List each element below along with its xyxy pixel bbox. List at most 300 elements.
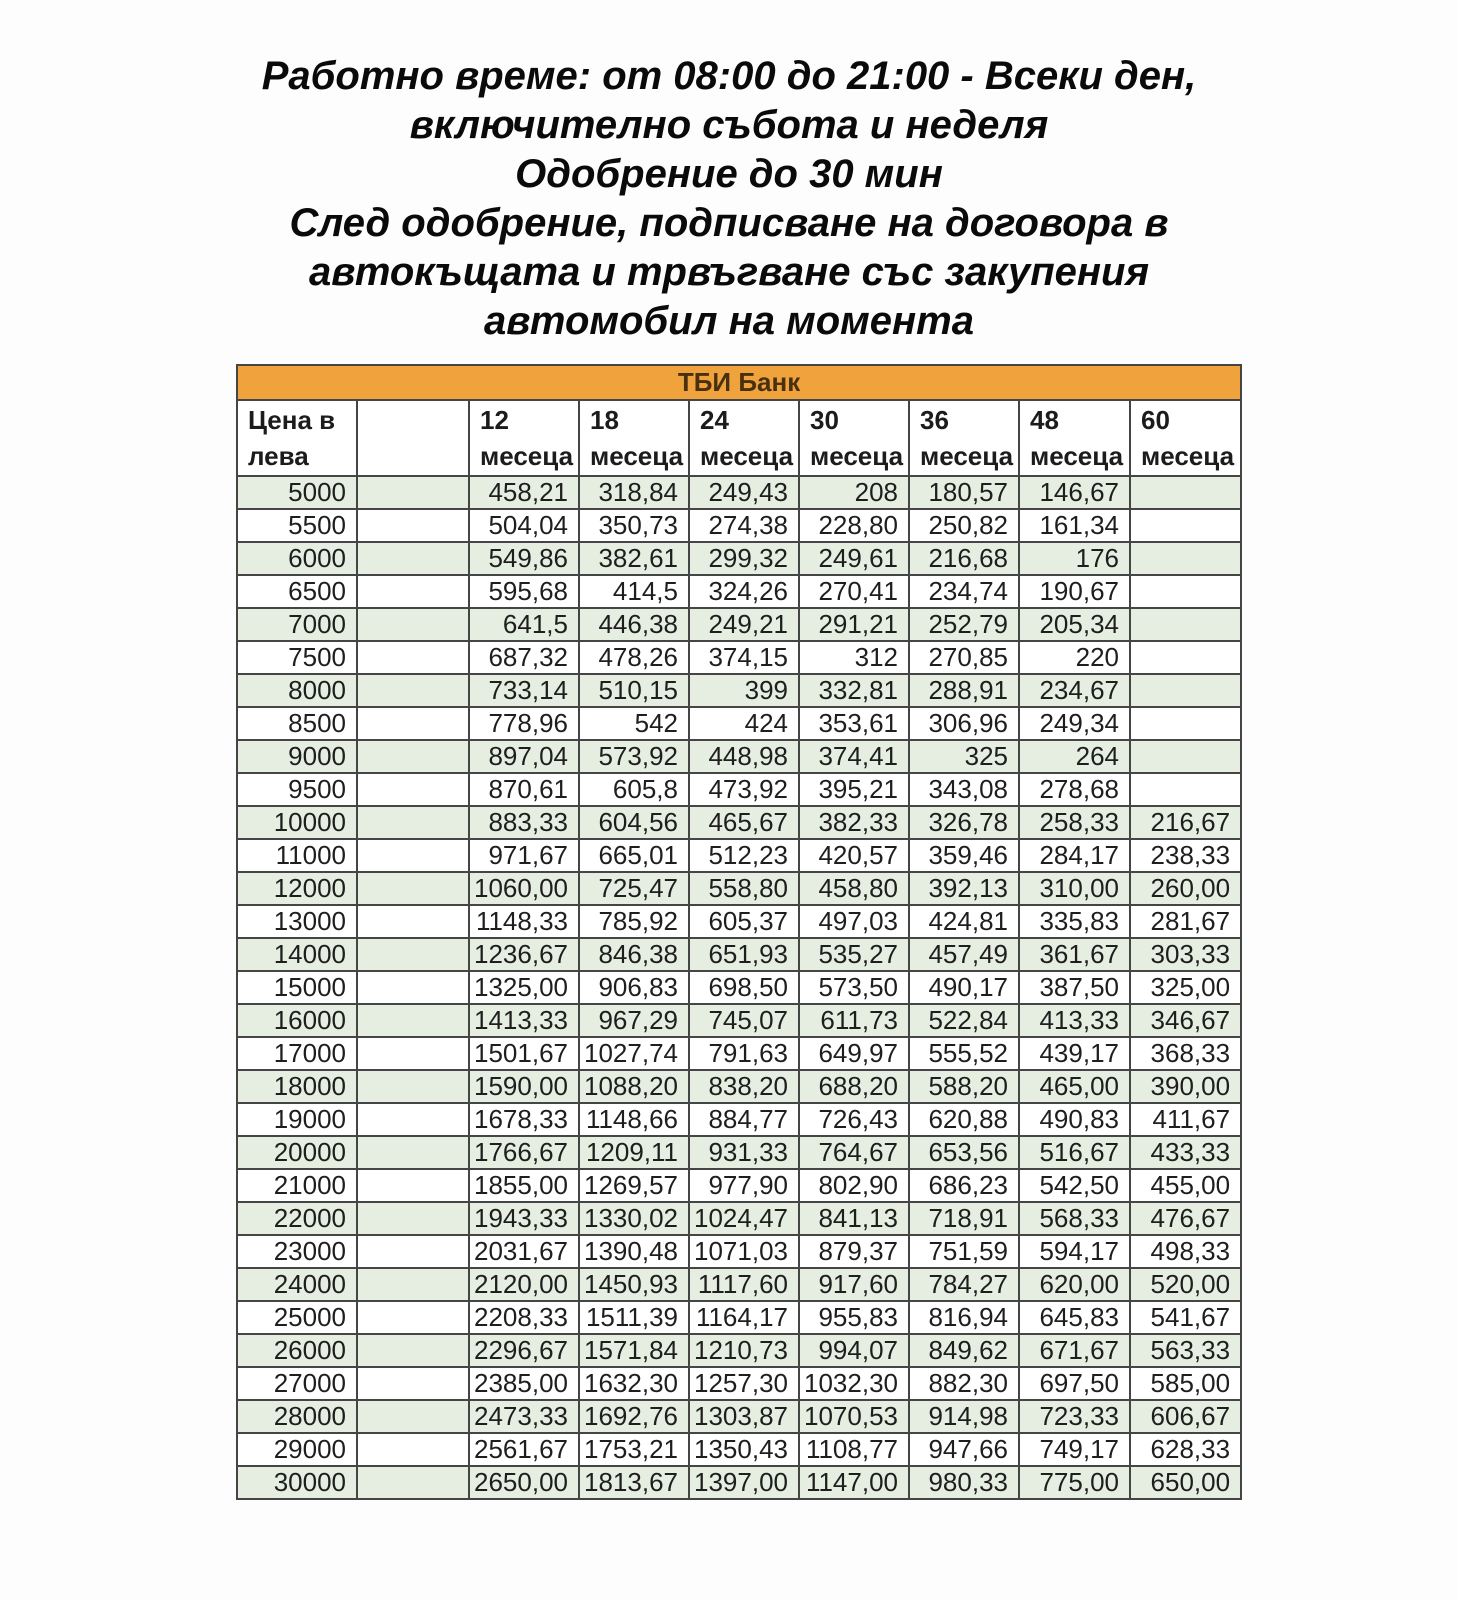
empty-cell <box>357 839 469 872</box>
payment-cell: 250,82 <box>909 509 1019 542</box>
column-header-line: месеца <box>590 441 684 471</box>
payment-cell: 568,33 <box>1019 1202 1130 1235</box>
payment-cell: 260,00 <box>1130 872 1241 905</box>
payment-cell: 1501,67 <box>469 1037 579 1070</box>
payment-cell: 1236,67 <box>469 938 579 971</box>
payment-cell: 870,61 <box>469 773 579 806</box>
price-cell: 26000 <box>237 1334 357 1367</box>
price-cell: 18000 <box>237 1070 357 1103</box>
payment-cell: 1325,00 <box>469 971 579 1004</box>
payment-cell: 455,00 <box>1130 1169 1241 1202</box>
column-header-row <box>237 400 1241 476</box>
price-cell: 13000 <box>237 905 357 938</box>
payment-cell: 1413,33 <box>469 1004 579 1037</box>
payment-cell: 1148,33 <box>469 905 579 938</box>
payment-cell: 497,03 <box>799 905 909 938</box>
payment-cell: 433,33 <box>1130 1136 1241 1169</box>
payment-cell: 2296,67 <box>469 1334 579 1367</box>
payment-cell: 726,43 <box>799 1103 909 1136</box>
payment-cell: 299,32 <box>689 542 799 575</box>
table-row <box>237 608 1241 641</box>
table-row <box>237 1103 1241 1136</box>
payment-cell: 1330,02 <box>579 1202 689 1235</box>
column-header-line: месеца <box>480 441 574 471</box>
payment-cell: 190,67 <box>1019 575 1130 608</box>
payment-cell: 2650,00 <box>469 1466 579 1499</box>
payment-cell: 2385,00 <box>469 1367 579 1400</box>
payment-cell: 688,20 <box>799 1070 909 1103</box>
payment-cell: 764,67 <box>799 1136 909 1169</box>
title-line: автокъщата и трвъгване със закупения <box>308 250 1150 294</box>
payment-cell: 498,33 <box>1130 1235 1241 1268</box>
payment-cell: 234,74 <box>909 575 1019 608</box>
title-line: автомобил на момента <box>484 299 974 343</box>
price-cell: 7500 <box>237 641 357 674</box>
column-header-line: 36 <box>920 405 949 435</box>
payment-cell: 1269,57 <box>579 1169 689 1202</box>
empty-cell <box>357 1400 469 1433</box>
empty-cell <box>357 1004 469 1037</box>
payment-cell: 359,46 <box>909 839 1019 872</box>
payment-cell: 1032,30 <box>799 1367 909 1400</box>
payment-cell: 458,21 <box>469 476 579 509</box>
price-cell: 10000 <box>237 806 357 839</box>
payment-cell: 686,23 <box>909 1169 1019 1202</box>
payment-cell: 883,33 <box>469 806 579 839</box>
table-row <box>237 1235 1241 1268</box>
payment-cell: 1397,00 <box>689 1466 799 1499</box>
payment-cell: 1024,47 <box>689 1202 799 1235</box>
price-cell: 16000 <box>237 1004 357 1037</box>
payment-cell: 2031,67 <box>469 1235 579 1268</box>
payment-cell: 791,63 <box>689 1037 799 1070</box>
payment-cell: 906,83 <box>579 971 689 1004</box>
payment-cell: 264 <box>1019 740 1130 773</box>
payment-cell: 588,20 <box>909 1070 1019 1103</box>
column-header-60-months <box>1130 400 1241 476</box>
payment-cell: 288,91 <box>909 674 1019 707</box>
payment-cell <box>1130 641 1241 674</box>
payment-cell: 439,17 <box>1019 1037 1130 1070</box>
table-row <box>237 1400 1241 1433</box>
payment-cell: 216,68 <box>909 542 1019 575</box>
payment-cell: 606,67 <box>1130 1400 1241 1433</box>
column-header-line: 48 <box>1030 405 1059 435</box>
payment-cell: 931,33 <box>689 1136 799 1169</box>
payment-cell: 745,07 <box>689 1004 799 1037</box>
price-cell: 11000 <box>237 839 357 872</box>
empty-cell <box>357 707 469 740</box>
table-row <box>237 1070 1241 1103</box>
payment-cell: 849,62 <box>909 1334 1019 1367</box>
empty-cell <box>357 1235 469 1268</box>
payment-cell: 216,67 <box>1130 806 1241 839</box>
column-header-line: 60 <box>1141 405 1170 435</box>
table-row <box>237 641 1241 674</box>
payment-cell: 620,00 <box>1019 1268 1130 1301</box>
payment-cell: 326,78 <box>909 806 1019 839</box>
payment-cell: 420,57 <box>799 839 909 872</box>
payment-cell: 775,00 <box>1019 1466 1130 1499</box>
payment-cell: 542,50 <box>1019 1169 1130 1202</box>
table-row <box>237 1367 1241 1400</box>
payment-cell: 649,97 <box>799 1037 909 1070</box>
payment-cell: 980,33 <box>909 1466 1019 1499</box>
payment-cell: 424 <box>689 707 799 740</box>
column-header-price <box>237 400 357 476</box>
payment-cell: 399 <box>689 674 799 707</box>
payment-cell: 1632,30 <box>579 1367 689 1400</box>
empty-cell <box>357 1103 469 1136</box>
payment-cell: 1590,00 <box>469 1070 579 1103</box>
column-header-line: 18 <box>590 405 619 435</box>
empty-cell <box>357 1169 469 1202</box>
payment-cell: 1303,87 <box>689 1400 799 1433</box>
payment-cell: 161,34 <box>1019 509 1130 542</box>
table-row <box>237 773 1241 806</box>
table-row <box>237 971 1241 1004</box>
payment-cell: 653,56 <box>909 1136 1019 1169</box>
column-header-48-months <box>1019 400 1130 476</box>
payment-cell: 512,23 <box>689 839 799 872</box>
payment-cell: 1209,11 <box>579 1136 689 1169</box>
table-row <box>237 1037 1241 1070</box>
payment-cell: 641,5 <box>469 608 579 641</box>
payment-cell: 1855,00 <box>469 1169 579 1202</box>
payment-cell: 1108,77 <box>799 1433 909 1466</box>
payment-cell: 325 <box>909 740 1019 773</box>
payment-cell: 504,04 <box>469 509 579 542</box>
payment-cell: 516,67 <box>1019 1136 1130 1169</box>
payment-cell: 650,00 <box>1130 1466 1241 1499</box>
payment-cell: 473,92 <box>689 773 799 806</box>
price-cell: 24000 <box>237 1268 357 1301</box>
table-row <box>237 1334 1241 1367</box>
payment-cell: 458,80 <box>799 872 909 905</box>
payment-cell: 802,90 <box>799 1169 909 1202</box>
empty-cell <box>357 1268 469 1301</box>
price-cell: 17000 <box>237 1037 357 1070</box>
payment-cell: 478,26 <box>579 641 689 674</box>
payment-cell: 784,27 <box>909 1268 1019 1301</box>
payment-cell: 249,43 <box>689 476 799 509</box>
payment-cell <box>1130 674 1241 707</box>
payment-cell: 1164,17 <box>689 1301 799 1334</box>
payment-cell: 325,00 <box>1130 971 1241 1004</box>
price-cell: 9500 <box>237 773 357 806</box>
payment-cell: 1257,30 <box>689 1367 799 1400</box>
payment-cell: 611,73 <box>799 1004 909 1037</box>
payment-cell: 879,37 <box>799 1235 909 1268</box>
payment-cell: 841,13 <box>799 1202 909 1235</box>
title-line: След одобрение, подписване на договора в <box>289 201 1169 245</box>
empty-cell <box>357 542 469 575</box>
column-header-line: 30 <box>810 405 839 435</box>
payment-cell: 208 <box>799 476 909 509</box>
payment-cell: 725,47 <box>579 872 689 905</box>
table-row <box>237 1136 1241 1169</box>
payment-cell: 180,57 <box>909 476 1019 509</box>
empty-cell <box>357 1037 469 1070</box>
payment-cell: 312 <box>799 641 909 674</box>
table-row <box>237 938 1241 971</box>
payment-cell: 697,50 <box>1019 1367 1130 1400</box>
payment-cell: 749,17 <box>1019 1433 1130 1466</box>
payment-cell: 490,17 <box>909 971 1019 1004</box>
price-cell: 28000 <box>237 1400 357 1433</box>
payment-cell: 278,68 <box>1019 773 1130 806</box>
price-cell: 19000 <box>237 1103 357 1136</box>
column-header-12-months <box>469 400 579 476</box>
payment-cell <box>1130 542 1241 575</box>
empty-cell <box>357 773 469 806</box>
payment-cell: 573,92 <box>579 740 689 773</box>
payment-cell: 249,61 <box>799 542 909 575</box>
price-table-body <box>237 476 1241 1499</box>
payment-cell: 914,98 <box>909 1400 1019 1433</box>
payment-cell: 446,38 <box>579 608 689 641</box>
payment-cell: 176 <box>1019 542 1130 575</box>
column-header-24-months <box>689 400 799 476</box>
empty-cell <box>357 1334 469 1367</box>
payment-cell <box>1130 608 1241 641</box>
column-header-line: месеца <box>700 441 794 471</box>
payment-cell: 332,81 <box>799 674 909 707</box>
column-header-line: лева <box>248 441 309 471</box>
price-table <box>236 364 1242 1500</box>
table-row <box>237 740 1241 773</box>
price-cell: 8000 <box>237 674 357 707</box>
payment-cell <box>1130 509 1241 542</box>
payment-cell: 651,93 <box>689 938 799 971</box>
payment-cell: 392,13 <box>909 872 1019 905</box>
payment-cell: 645,83 <box>1019 1301 1130 1334</box>
payment-cell: 778,96 <box>469 707 579 740</box>
payment-cell: 258,33 <box>1019 806 1130 839</box>
payment-cell: 335,83 <box>1019 905 1130 938</box>
payment-cell: 1390,48 <box>579 1235 689 1268</box>
table-row <box>237 806 1241 839</box>
table-row <box>237 542 1241 575</box>
price-cell: 9000 <box>237 740 357 773</box>
payment-cell: 249,21 <box>689 608 799 641</box>
payment-cell: 490,83 <box>1019 1103 1130 1136</box>
payment-cell: 318,84 <box>579 476 689 509</box>
payment-cell: 733,14 <box>469 674 579 707</box>
payment-cell: 234,67 <box>1019 674 1130 707</box>
empty-cell <box>357 971 469 1004</box>
payment-cell: 1117,60 <box>689 1268 799 1301</box>
payment-cell: 2473,33 <box>469 1400 579 1433</box>
page-title <box>0 52 1458 346</box>
payment-cell: 368,33 <box>1130 1037 1241 1070</box>
payment-cell: 249,34 <box>1019 707 1130 740</box>
table-row <box>237 1433 1241 1466</box>
empty-cell <box>357 938 469 971</box>
table-row <box>237 509 1241 542</box>
table-row <box>237 1301 1241 1334</box>
payment-cell: 723,33 <box>1019 1400 1130 1433</box>
payment-cell: 1450,93 <box>579 1268 689 1301</box>
payment-cell: 274,38 <box>689 509 799 542</box>
payment-cell: 448,98 <box>689 740 799 773</box>
empty-cell <box>357 905 469 938</box>
price-cell: 25000 <box>237 1301 357 1334</box>
payment-cell: 2120,00 <box>469 1268 579 1301</box>
payment-cell: 1070,53 <box>799 1400 909 1433</box>
empty-cell <box>357 608 469 641</box>
price-cell: 6000 <box>237 542 357 575</box>
empty-cell <box>357 1070 469 1103</box>
column-header-line: месеца <box>810 441 904 471</box>
empty-cell <box>357 1202 469 1235</box>
payment-cell: 382,33 <box>799 806 909 839</box>
empty-cell <box>357 1466 469 1499</box>
column-header-36-months <box>909 400 1019 476</box>
payment-cell: 361,67 <box>1019 938 1130 971</box>
price-cell: 23000 <box>237 1235 357 1268</box>
payment-cell: 1678,33 <box>469 1103 579 1136</box>
empty-cell <box>357 641 469 674</box>
title-line: включително събота и неделя <box>409 103 1049 147</box>
payment-cell: 413,33 <box>1019 1004 1130 1037</box>
payment-cell: 917,60 <box>799 1268 909 1301</box>
payment-cell: 220 <box>1019 641 1130 674</box>
payment-cell: 1060,00 <box>469 872 579 905</box>
payment-cell <box>1130 476 1241 509</box>
payment-cell: 414,5 <box>579 575 689 608</box>
payment-cell: 595,68 <box>469 575 579 608</box>
column-header-18-months <box>579 400 689 476</box>
payment-cell: 535,27 <box>799 938 909 971</box>
price-cell: 21000 <box>237 1169 357 1202</box>
price-cell: 14000 <box>237 938 357 971</box>
payment-cell: 252,79 <box>909 608 1019 641</box>
payment-cell: 395,21 <box>799 773 909 806</box>
payment-cell: 270,41 <box>799 575 909 608</box>
empty-cell <box>357 1367 469 1400</box>
payment-cell: 1148,66 <box>579 1103 689 1136</box>
payment-cell: 270,85 <box>909 641 1019 674</box>
payment-cell: 374,15 <box>689 641 799 674</box>
payment-cell: 628,33 <box>1130 1433 1241 1466</box>
payment-cell: 1943,33 <box>469 1202 579 1235</box>
payment-cell: 573,50 <box>799 971 909 1004</box>
table-row <box>237 905 1241 938</box>
payment-cell: 605,8 <box>579 773 689 806</box>
table-row <box>237 674 1241 707</box>
payment-cell: 411,67 <box>1130 1103 1241 1136</box>
empty-cell <box>357 872 469 905</box>
payment-cell: 465,00 <box>1019 1070 1130 1103</box>
payment-cell <box>1130 740 1241 773</box>
price-cell: 15000 <box>237 971 357 1004</box>
payment-cell: 238,33 <box>1130 839 1241 872</box>
payment-cell: 785,92 <box>579 905 689 938</box>
payment-cell: 955,83 <box>799 1301 909 1334</box>
empty-cell <box>357 476 469 509</box>
payment-cell: 816,94 <box>909 1301 1019 1334</box>
payment-cell <box>1130 773 1241 806</box>
payment-cell: 374,41 <box>799 740 909 773</box>
table-row <box>237 575 1241 608</box>
payment-cell: 947,66 <box>909 1433 1019 1466</box>
table-row <box>237 1268 1241 1301</box>
payment-cell: 967,29 <box>579 1004 689 1037</box>
payment-cell: 353,61 <box>799 707 909 740</box>
payment-cell: 1571,84 <box>579 1334 689 1367</box>
title-line: Работно време: от 08:00 до 21:00 - Всеки ден, <box>261 54 1197 98</box>
payment-cell: 1071,03 <box>689 1235 799 1268</box>
column-header-line: месеца <box>920 441 1014 471</box>
payment-cell: 585,00 <box>1130 1367 1241 1400</box>
table-row <box>237 1169 1241 1202</box>
table-row <box>237 839 1241 872</box>
table-row <box>237 476 1241 509</box>
payment-cell: 303,33 <box>1130 938 1241 971</box>
payment-cell: 310,00 <box>1019 872 1130 905</box>
payment-cell: 476,67 <box>1130 1202 1241 1235</box>
payment-cell: 549,86 <box>469 542 579 575</box>
payment-cell: 390,00 <box>1130 1070 1241 1103</box>
payment-cell: 555,52 <box>909 1037 1019 1070</box>
payment-cell: 1088,20 <box>579 1070 689 1103</box>
payment-cell: 977,90 <box>689 1169 799 1202</box>
payment-cell: 838,20 <box>689 1070 799 1103</box>
payment-cell: 205,34 <box>1019 608 1130 641</box>
payment-cell: 291,21 <box>799 608 909 641</box>
payment-cell: 1692,76 <box>579 1400 689 1433</box>
payment-cell: 605,37 <box>689 905 799 938</box>
payment-cell: 2561,67 <box>469 1433 579 1466</box>
payment-cell: 510,15 <box>579 674 689 707</box>
title-line: Одобрение до 30 мин <box>515 152 943 196</box>
price-cell: 12000 <box>237 872 357 905</box>
payment-cell: 382,61 <box>579 542 689 575</box>
table-row <box>237 1466 1241 1499</box>
price-cell: 5500 <box>237 509 357 542</box>
column-header-line: 24 <box>700 405 729 435</box>
payment-cell: 457,49 <box>909 938 1019 971</box>
column-header-line: месеца <box>1141 441 1235 471</box>
bank-title: ТБИ Банк <box>237 365 1241 400</box>
table-row <box>237 1004 1241 1037</box>
payment-cell: 884,77 <box>689 1103 799 1136</box>
payment-cell: 620,88 <box>909 1103 1019 1136</box>
payment-cell: 882,30 <box>909 1367 1019 1400</box>
table-row <box>237 707 1241 740</box>
payment-cell: 994,07 <box>799 1334 909 1367</box>
payment-cell: 343,08 <box>909 773 1019 806</box>
column-header-line: месеца <box>1030 441 1124 471</box>
empty-cell <box>357 740 469 773</box>
payment-cell <box>1130 707 1241 740</box>
empty-cell <box>357 575 469 608</box>
price-cell: 6500 <box>237 575 357 608</box>
payment-cell: 1511,39 <box>579 1301 689 1334</box>
column-header-30-months <box>799 400 909 476</box>
payment-cell: 541,67 <box>1130 1301 1241 1334</box>
empty-cell <box>357 674 469 707</box>
payment-cell: 522,84 <box>909 1004 1019 1037</box>
payment-cell: 1766,67 <box>469 1136 579 1169</box>
payment-cell: 350,73 <box>579 509 689 542</box>
payment-cell: 1147,00 <box>799 1466 909 1499</box>
empty-cell <box>357 509 469 542</box>
price-cell: 29000 <box>237 1433 357 1466</box>
payment-cell: 1210,73 <box>689 1334 799 1367</box>
payment-cell: 718,91 <box>909 1202 1019 1235</box>
